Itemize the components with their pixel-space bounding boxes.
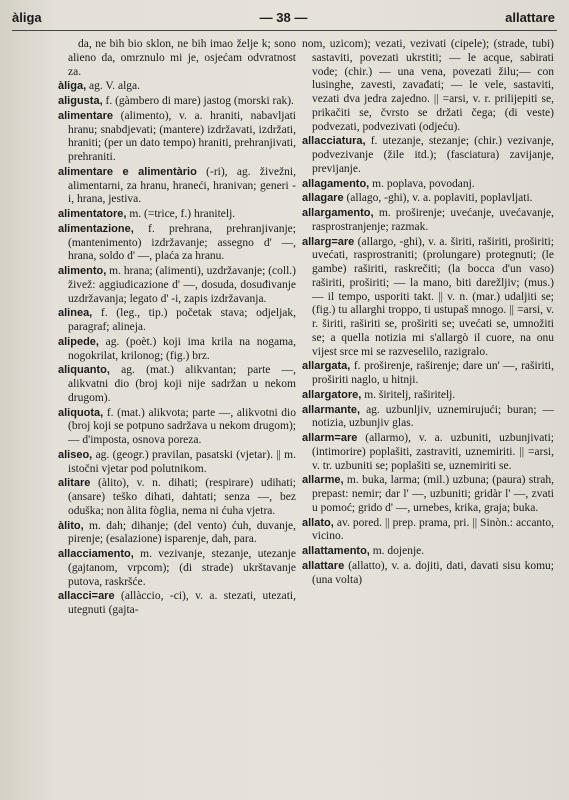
entry-headword: allato, [302, 516, 334, 529]
entry-headword: alitare [58, 477, 91, 490]
dictionary-entry [58, 548, 296, 589]
entry-headword: àlito, [58, 519, 84, 532]
entry-definition: f. (mat.) alikvota; parte —, alikvotni dio (broj koji se potpuno sadržava u nekom drugom); — d'imposta, osnova poreza. [68, 406, 296, 446]
dictionary-entry [58, 38, 296, 79]
dictionary-entry [302, 545, 554, 559]
entry-headword: allarmante, [302, 403, 361, 416]
entry-definition: m. vezivanje, stezanje, utezanje (gajtanom, vrpcom); (di strade) ukrštavanje putova, raskršće. [68, 548, 296, 588]
entry-definition: (allarmo), v. a. uzbuniti, uzbunjivati; (intimorire) poplašiti, zastraviti, uznemiriti. || =arsi, v. tr. uzbuniti se; poplašiti se, uznemiriti se. [312, 432, 554, 472]
dictionary-entry [302, 360, 554, 388]
dictionary-entry [58, 477, 296, 518]
dictionary-entry [302, 192, 554, 206]
page-header [12, 10, 555, 32]
entry-headword: allarm=are [302, 432, 358, 444]
dictionary-entry [302, 517, 554, 545]
dictionary-entry [58, 223, 296, 264]
entry-definition: nom, uzicom); vezati, vezivati (cipele); (strade, tubi) sastaviti, povezati ukrstiti; — le acque, sabirati vode; (chir.) — una vena, povezati žilu;— con lusinghe, zavesti, zavađati; — le vele, sastaviti, vezati dva jedra zajedno. || =arsi, v. r. prilijepiti se, prikačiti se, čvrsto se držati čega; (di veste) podvezati, podvezivati (odjeću). [302, 38, 554, 133]
entry-headword: alimentare e alimentàrio [58, 165, 197, 178]
entry-definition: av. pored. || prep. prama, pri. || Sinòn.: accanto, vicino. [312, 516, 554, 543]
dictionary-entry [302, 178, 554, 192]
left-column [58, 38, 296, 619]
entry-definition: m. dah; dihanje; (del vento) ćuh, duvanje, pirenje; (esalazione) isparenje, dah, para. [68, 519, 296, 546]
right-column [302, 38, 554, 588]
entry-headword: alimentazione, [58, 222, 134, 235]
dictionary-entry [58, 265, 296, 306]
dictionary-entry [58, 307, 296, 335]
dictionary-entry [302, 389, 554, 403]
header-last-word: allattare [505, 10, 555, 25]
entry-definition: m. hrana; (alimenti), uzdržavanje; (coll.) živež: aggiudicazione d' —, dosuda, dosuđivanje uzdržavanja; legato d' -i, zapis izdržavanja. [68, 265, 296, 305]
entry-headword: alinea, [58, 307, 93, 320]
entry-definition: ag. V. alga. [86, 80, 140, 93]
entry-definition: ag. (geogr.) pravilan, pasatski (vjetar). || m. istočni vjetar pod polutnikom. [68, 448, 296, 475]
entry-definition: m. širitelj, raširitelj. [361, 388, 456, 401]
dictionary-entry [58, 95, 296, 109]
entry-headword: àliga, [58, 80, 87, 93]
entry-headword: alimentatore, [58, 208, 127, 220]
dictionary-entry [58, 336, 296, 364]
entry-definition: m. proširenje; uvećanje, uvećavanje, rasprostranjenje; razmak. [312, 207, 554, 233]
entry-headword: aliquanto, [58, 364, 110, 377]
dictionary-entry [302, 474, 554, 515]
entry-definition: f. (leg., tip.) početak stava; odjeljak, paragraf; alineja. [68, 307, 296, 333]
entry-definition: ag. uzbunljiv, uznemirujući; buran; — notizia, uzbunjiv glas. [312, 403, 554, 430]
dictionary-entry [58, 407, 296, 448]
dictionary-entry [302, 432, 554, 473]
entry-definition: (allatto), v. a. dojiti, dati, davati sisu komu; (una volta) [312, 559, 554, 586]
entry-definition: da, ne bih bio sklon, ne bih imao želje k; sono alieno da, omrznulo mi je, osjećam odvratnost za. [68, 38, 296, 78]
entry-definition: (alimento), v. a. hraniti, nabavljati hranu; snabdjevati; (mantere) izdržavati, izdržati, hraniti; (per un dato tempo) hraniti, prehranjivati, prehraniti. [68, 109, 296, 163]
dictionary-entry [302, 38, 554, 134]
dictionary-entry [302, 135, 554, 176]
entry-definition: (allago, -ghi), v. a. poplaviti, poplavljati. [343, 192, 533, 205]
dictionary-entry [58, 364, 296, 405]
entry-definition: (allargo, -ghi), v. a. širiti, raširiti, proširiti; uvećati, rasprostraniti; (prolungare) protegnuti; (le gambe) raširiti, raskrečiti; (la bocca d'un vaso) raširiti, proširiti; — la mano, biti darežljiv; (mus.) — il tempo, usporiti takt. || v. n. (mar.) udaljiti se; (fig.) tu allarghi troppo, ti ustupaš mnogo. || =arsi, v. r. širiti, raširiti se, proširiti se; uvećati se, umnožiti se; a quella notizia mi s'allargò il cuore, na onu vijest srce mi se razveselilo, razigralo. [312, 235, 554, 358]
entry-definition: ag. (poèt.) koji ima krila na nogama, nogokrilat, krilonog; (fig.) brz. [68, 335, 296, 362]
entry-headword: allarg=are [302, 235, 355, 248]
entry-definition: m. buka, larma; (mil.) uzbuna; (paura) strah, prepast: nemir; dar l' —, uzbuniti; gridàr l' —, zvati u pomoć; grido d' —, urnebes, krika, graja; buka. [312, 474, 554, 514]
entry-headword: allacciamento, [58, 548, 134, 560]
entry-definition: ag. (mat.) alikvantan; parte —, alikvatni dio (broj koji nije sadržan u nekom drugom). [68, 364, 296, 404]
entry-definition: (àlito), v. n. dihati; (respirare) udihati; (ansare) teško dihati, dahtati; senza —, bez oduška; non àlita fòglia, nema ni ćuha vjetra. [68, 477, 296, 517]
entry-definition: f. (gàmbero di mare) jastog (morski rak). [102, 95, 294, 107]
page-number: — 38 — [259, 10, 308, 25]
entry-headword: alimento, [58, 265, 107, 277]
dictionary-entry [58, 208, 296, 222]
entry-headword: aliseo, [58, 448, 93, 461]
entry-definition: f. prehrana, prehranjivanje; (mantenimento) izdržavanje; assegno d' —, hrana, soldo d' —, plaća za hranu. [68, 222, 296, 263]
entry-headword: allargata, [302, 360, 351, 373]
dictionary-entry [302, 404, 554, 432]
entry-headword: allattare [302, 559, 345, 572]
dictionary-entry [58, 590, 296, 618]
entry-definition: f. proširenje, raširenje; dare un' —, raširiti, proširiti naglo, u hitnji. [312, 360, 554, 386]
entry-headword: allattamento, [302, 545, 370, 557]
dictionary-entry [302, 236, 554, 360]
entry-definition: m. poplava, povodanj. [369, 177, 475, 190]
dictionary-entry [302, 207, 554, 235]
entry-headword: allarme, [302, 474, 344, 487]
entry-headword: alipede, [58, 335, 99, 348]
entry-headword: allargatore, [302, 388, 362, 401]
dictionary-entry [58, 80, 296, 94]
entry-definition: f. utezanje, stezanje; (chir.) vezivanje, podvezivanje (žile itd.); (fasciatura) zavijanje, previjanje. [312, 135, 554, 175]
header-rule [12, 30, 557, 31]
dictionary-entry [302, 560, 554, 588]
entry-headword: allargamento, [302, 207, 374, 219]
dictionary-entry [58, 520, 296, 548]
entry-definition: m. (=trice, f.) hranitelj. [126, 208, 236, 220]
dictionary-entry [58, 449, 296, 477]
entry-headword: allagare [302, 192, 344, 205]
entry-headword: allacci=are [58, 590, 115, 603]
entry-headword: allagamento, [302, 177, 370, 190]
entry-headword: allacciatura, [302, 135, 366, 148]
entry-definition: (allàccio, -ci), v. a. stezati, utezati, utegnuti (gajta- [68, 590, 296, 616]
entry-definition: m. dojenje. [369, 545, 425, 557]
entry-headword: aligusta, [58, 95, 103, 107]
dictionary-entry [58, 110, 296, 165]
header-first-word: àliga [12, 10, 42, 25]
dictionary-entry [58, 166, 296, 207]
entry-definition: (-ri), ag. živežni, alimentarni, za hranu, hraneći, hranivan; generi -i, hrana, jestiva. [68, 165, 296, 206]
entry-headword: aliquota, [58, 406, 104, 419]
entry-headword: alimentare [58, 109, 114, 122]
